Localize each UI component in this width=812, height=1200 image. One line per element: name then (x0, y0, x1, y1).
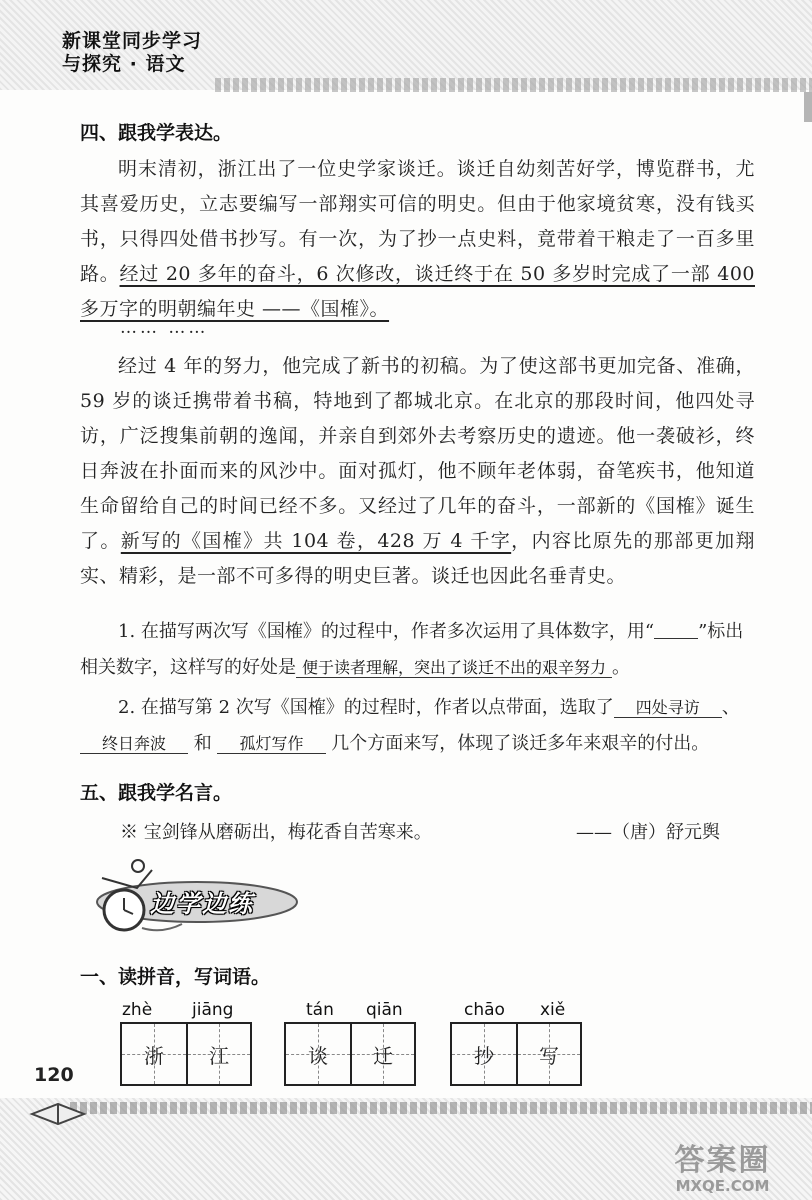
section5-heading: 五、跟我学名言。 (80, 782, 233, 804)
q2-answer-1: 四处寻访 (614, 698, 722, 718)
famous-quote: ※ 宝剑锋从磨砺出，梅花香自苦寒来。 (120, 822, 432, 843)
series-title-line1: 新课堂同步学习 (62, 30, 203, 52)
char-1b: 江 (209, 1044, 229, 1068)
watermark-url: MXQE.COM (675, 1177, 770, 1195)
q1-underline-sample (654, 620, 698, 639)
footer-dash-stripe (70, 1102, 812, 1114)
watermark-title: 答案圈 (674, 1143, 771, 1178)
pinyin-2a: tán (306, 1000, 334, 1020)
paragraph2-underlined-text: 新写的《国榷》共 104 卷，428 万 4 千字 (120, 530, 512, 552)
quote-row (120, 818, 720, 844)
q2-answer-2: 终日奔波 (80, 734, 188, 754)
page-number: 120 (34, 1064, 74, 1086)
section4-paragraph2 (80, 349, 755, 594)
char-2b: 迁 (373, 1044, 393, 1068)
q2-sep-1: 、 (721, 697, 740, 718)
paragraph1-text: 明末清初，浙江出了一位史学家谈迁。谈迁自幼刻苦好学，博览群书，尤其喜爱历史，立志要编写一部翔实可信的明史。但由于他家境贫寒，没有钱买书，只得四处借书抄写。有一次，为了抄一点史料，竟带着干粮走了一百多里路。 (80, 158, 755, 285)
quote-author: ——（唐）舒元舆 (576, 822, 720, 843)
q1-mid: ”标出相关数字，这样写的好处是 (80, 621, 744, 678)
char-3b: 写 (539, 1044, 559, 1068)
char-boxes-1 (120, 1022, 252, 1086)
paragraph1-underlined-text: 经过 20 多年的奋斗，6 次修改，谈迁终于在 50 多岁时完成了一部 400 多万字的明朝编年史 ——《国榷》。 (80, 263, 755, 320)
book-icon (28, 1090, 88, 1126)
pinyin-2b: qiān (366, 1000, 403, 1020)
char-box (122, 1024, 186, 1084)
paragraph2-text-a: 经过 4 年的努力，他完成了新书的初稿。为了使这部书更加完备、准确，59 岁的谈迁携带着书稿，特地到了都城北京。在北京的那段时间，他四处寻访，广泛搜集前朝的逸闻，并亲自到郊外去考察历史的遗迹。他一袭破衫，终日奔波在扑面而来的风沙中。面对孤灯，他不顾年老体弱，奋笔疾书，他知道生命留给自己的时间已经不多。又经过了几年的奋斗，一部新的《国榷》诞生了。 (80, 355, 755, 552)
practice-section-title: 边学边练 (150, 890, 254, 918)
char-boxes-3 (450, 1022, 582, 1086)
q1-suffix: 。 (612, 657, 631, 678)
q2-sep-2: 和 (193, 733, 212, 754)
paragraph2-text-b: ，内容比原先的那部更加翔实、精彩，是一部不可多得的明史巨著。谈迁也因此名垂青史。 (80, 530, 755, 587)
q2-answer-3: 孤灯写作 (217, 734, 325, 754)
exercise1-heading: 一、读拼音，写词语。 (80, 966, 271, 988)
q2-prefix: 2. 在描写第 2 次写《国榷》的过程时，作者以点带面，选取了 (118, 697, 614, 718)
char-box (452, 1024, 516, 1084)
section4-heading: 四、跟我学表达。 (80, 122, 233, 144)
char-3a: 抄 (474, 1044, 494, 1068)
char-box (286, 1024, 350, 1084)
pinyin-3a: chāo (464, 1000, 505, 1020)
q2-suffix: 几个方面来写，体现了谈迁多年来艰辛的付出。 (331, 733, 710, 754)
header-dash-stripe (215, 78, 812, 92)
side-tab (804, 92, 812, 122)
pinyin-3b: xiě (540, 1000, 566, 1020)
char-boxes-2 (284, 1022, 416, 1086)
pinyin-1b: jiāng (192, 1000, 234, 1020)
char-1a: 浙 (144, 1044, 164, 1068)
q1-prefix: 1. 在描写两次写《国榷》的过程中，作者多次运用了具体数字，用“ (118, 621, 655, 642)
q1-answer: 便于读者理解，突出了谈迁不出的艰辛努力 (296, 658, 612, 678)
ellipsis: …… …… (120, 318, 209, 338)
series-title (62, 30, 232, 76)
watermark (640, 1135, 805, 1195)
char-box (350, 1024, 414, 1084)
pinyin-1a: zhè (122, 1000, 153, 1020)
char-box (516, 1024, 580, 1084)
series-title-line2: 与探究 · 语文 (62, 53, 186, 75)
char-2a: 谈 (308, 1044, 328, 1068)
section4-paragraph1 (80, 152, 755, 327)
question-1 (80, 614, 760, 686)
char-box (186, 1024, 250, 1084)
question-2 (80, 690, 760, 762)
